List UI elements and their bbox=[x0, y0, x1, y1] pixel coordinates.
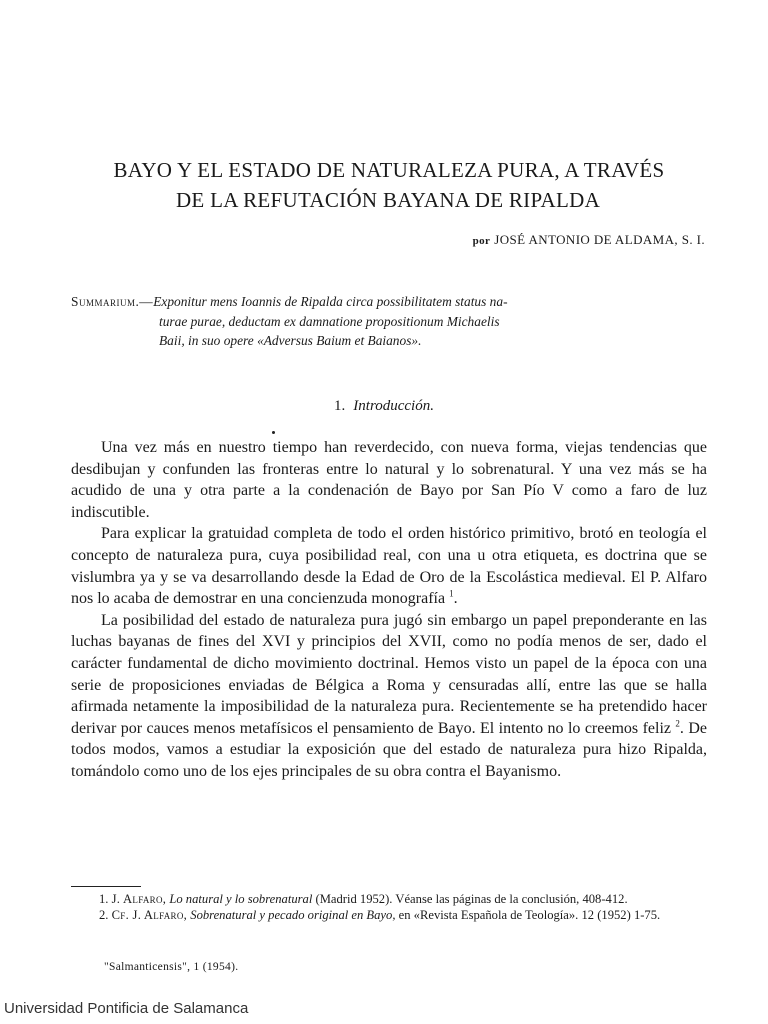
summarium-line-1: Exponitur mens Ioannis de Ripalda circa possibilitatem status na- bbox=[153, 294, 508, 309]
running-footer: "Salmanticensis", 1 (1954). bbox=[104, 961, 239, 973]
paragraph-1 bbox=[71, 437, 707, 523]
section-number: 1. bbox=[334, 398, 346, 414]
article-title bbox=[0, 155, 768, 215]
footnote-2-title: Sobrenatural y pecado original en Bayo, bbox=[190, 908, 396, 922]
footnotes bbox=[71, 891, 707, 923]
summarium-label: Summarium.— bbox=[71, 294, 154, 309]
footnote-2-rest: en «Revista Española de Teología». 12 (1952) 1-75. bbox=[398, 908, 661, 922]
footnote-1-rest: (Madrid 1952). Véanse las páginas de la conclusión, 408-412. bbox=[315, 892, 628, 906]
summarium bbox=[71, 292, 707, 351]
paragraph-3: La posibilidad del estado de naturaleza pura jugó sin embargo un papel preponderante en las luchas bayanas de fines del XVI y principios del XVII, como no podía menos de ser, dado el carácter fundamental de dicho movimiento doctrinal. Hemos visto un papel de la época con una serie de proposiciones enviadas de Bélgica a Roma y censuradas allí, entre las que se halla afirmada netamente la imposibilidad de la naturaleza pura. Recientemente se ha pretendido hacer derivar por cauces menos metafísicos el pensamiento de Bayo. El intento no lo creemos feliz $^2$. De todos modos, vamos a estudiar la exposición que del estado de naturaleza pura hizo Ripalda, tomándolo como uno de los ejes principales de su obra contra el Bayanismo. bbox=[71, 611, 708, 780]
footnote-1-number: 1. bbox=[99, 892, 109, 906]
author-name: JOSÉ ANTONIO DE ALDAMA, S. I. bbox=[494, 232, 705, 247]
footnote-2-number: 2. bbox=[99, 908, 109, 922]
body-text bbox=[71, 437, 707, 783]
footnote-1 bbox=[71, 891, 707, 907]
summarium-line-2: turae purae, deductam ex damnatione propositionum Michaelis bbox=[159, 313, 500, 329]
footnote-ref-1[interactable]: 1 bbox=[449, 588, 454, 599]
author-line bbox=[473, 232, 705, 248]
footnote-ref-2[interactable]: 2 bbox=[675, 718, 680, 729]
paragraph-2: Para explicar la gratuidad completa de todo el orden histórico primitivo, brotó en teología el concepto de naturaleza pura, cuya posibilidad real, con una u otra etiqueta, es doctrina que se vislumbra ya y se va desarrollando desde la Edad de Oro de la Escolástica medieval. El P. Alfaro nos lo acaba de demostrar en una concienzuda monografía $^1$. bbox=[71, 525, 707, 608]
watermark-text: Universidad Pontificia de Salamanca bbox=[4, 1000, 249, 1017]
footnote-2 bbox=[71, 907, 707, 923]
title-line-2: DE LA REFUTACIÓN BAYANA DE RIPALDA bbox=[175, 188, 601, 212]
footnote-1-author: J. Alfaro, bbox=[111, 892, 167, 906]
stray-mark bbox=[272, 431, 275, 434]
footnote-2-author: Cf. J. Alfaro, bbox=[111, 908, 188, 922]
footnote-1-title: Lo natural y lo sobrenatural bbox=[169, 892, 313, 906]
author-prefix: por bbox=[472, 235, 491, 247]
section-heading bbox=[0, 398, 768, 415]
paragraph-3-text-b: De todos modos, vamos a estudiar la exposición que del estado de naturaleza pura hizo Ripalda, tomándolo como uno de los ejes principales de su obra contra el Bayanismo. bbox=[71, 719, 708, 780]
section-name: Introducción. bbox=[353, 398, 434, 414]
title-line-1: BAYO Y EL ESTADO DE NATURALEZA PURA, A TRAVÉS bbox=[113, 158, 665, 182]
paragraph-3-text-a: La posibilidad del estado de naturaleza pura jugó sin embargo un papel preponderante en las luchas bayanas de fines del XVI y principios del XVII, como no podía menos de ser, dado el carácter fundamental de dicho movimiento doctrinal. Hemos visto un papel de la época con una serie de proposiciones enviadas de Bélgica a Roma y censuradas allí, entre las que se halla afirmada netamente la imposibilidad de la naturaleza pura. Recientemente se ha pretendido hacer derivar por cauces menos metafísicos el pensamiento de Bayo. El intento no lo creemos feliz bbox=[71, 611, 707, 737]
summarium-line-3: Baii, in suo opere «Adversus Baium et Baianos». bbox=[159, 333, 422, 348]
paragraph-1-text: Una vez más en nuestro tiempo han reverdecido, con nueva forma, viejas tendencias que desdibujan y confunden las fronteras entre lo natural y lo sobrenatural. Y una vez más se ha acudido de una y otra parte a la condenación de Bayo por San Pío V como a faro de luz indiscutible. bbox=[71, 439, 707, 521]
paragraph-2-text: Para explicar la gratuidad completa de todo el orden histórico primitivo, brotó en teología el concepto de naturaleza pura, cuya posibilidad real, con una u otra etiqueta, es doctrina que se vislumbra ya y se va desarrollando desde la Edad de Oro de la Escolástica medieval. El P. Alfaro nos lo acaba de demostrar en una concienzuda monografía bbox=[71, 525, 707, 608]
footnote-rule bbox=[71, 886, 141, 887]
